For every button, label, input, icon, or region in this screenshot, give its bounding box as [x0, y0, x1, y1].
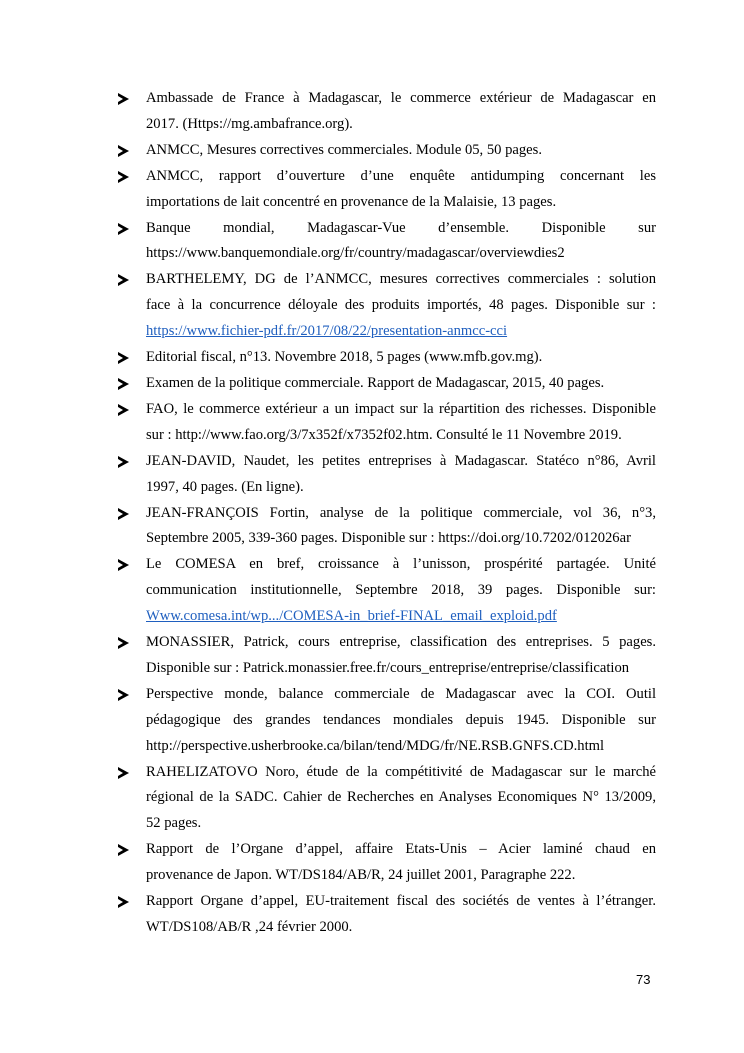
reference-item: [118, 397, 656, 449]
reference-line: importations de lait concentré en provenance de la Malaisie, 13 pages.: [146, 193, 557, 210]
arrow-bullet-icon: [118, 223, 129, 235]
reference-line: http://perspective.usherbrooke.ca/bilan/tend/MDG/fr/NE.RSB.GNFS.CD.html: [146, 737, 605, 754]
reference-item: [118, 682, 656, 760]
reference-line: RAHELIZATOVO Noro, étude de la compétitivité de Madagascar sur le marché: [146, 763, 656, 780]
page-number: 73: [636, 972, 651, 987]
arrow-bullet-icon: [118, 689, 129, 701]
reference-line: provenance de Japon. WT/DS184/AB/R, 24 juillet 2001, Paragraphe 222.: [146, 867, 576, 884]
reference-line: régional de la SADC. Cahier de Recherches en Analyses Economiques N° 13/2009,: [146, 789, 656, 806]
reference-line: Examen de la politique commerciale. Rapport de Madagascar, 2015, 40 pages.: [146, 374, 605, 391]
reference-item: [118, 760, 656, 838]
reference-item: [118, 138, 656, 164]
arrow-bullet-icon: [118, 456, 129, 468]
reference-item: [118, 837, 656, 889]
arrow-bullet-icon: [118, 508, 129, 520]
reference-line: WT/DS108/AB/R ,24 février 2000.: [146, 919, 353, 935]
reference-item: [118, 889, 656, 941]
reference-line: Perspective monde, balance commerciale de Madagascar avec la COI. Outil: [146, 685, 656, 702]
reference-item: [118, 267, 656, 345]
reference-line: JEAN-FRANÇOIS Fortin, analyse de la politique commerciale, vol 36, n°3,: [146, 504, 656, 521]
arrow-bullet-icon: [118, 767, 129, 779]
reference-item: [118, 371, 656, 397]
arrow-bullet-icon: [118, 352, 129, 364]
reference-item: [118, 552, 656, 630]
arrow-bullet-icon: [118, 93, 129, 105]
reference-line: https://www.banquemondiale.org/fr/country/madagascar/overviewdies2: [146, 245, 565, 262]
reference-line: MONASSIER, Patrick, cours entreprise, classification des entreprises. 5 pages.: [146, 634, 656, 651]
reference-line: Rapport de l’Organe d’appel, affaire Etats-Unis – Acier laminé chaud en: [146, 841, 656, 858]
reference-line: ANMCC, rapport d’ouverture d’une enquête antidumping concernant les: [146, 167, 656, 184]
reference-link[interactable]: https://www.fichier-pdf.fr/2017/08/22/presentation-anmcc-cci: [146, 323, 508, 340]
reference-line: pédagogique des grandes tendances mondiales depuis 1945. Disponible sur: [146, 711, 656, 728]
arrow-bullet-icon: [118, 145, 129, 157]
reference-line: ANMCC, Mesures correctives commerciales. Module 05, 50 pages.: [146, 141, 542, 158]
reference-line: BARTHELEMY, DG de l’ANMCC, mesures correctives commerciales : solution: [146, 271, 656, 288]
reference-item: [118, 164, 656, 216]
arrow-bullet-icon: [118, 559, 129, 571]
reference-line: communication institutionnelle, Septembre 2018, 39 pages. Disponible sur:: [146, 582, 656, 599]
arrow-bullet-icon: [118, 378, 129, 390]
reference-item: [118, 86, 656, 138]
arrow-bullet-icon: [118, 274, 129, 286]
arrow-bullet-icon: [118, 844, 129, 856]
reference-item: [118, 449, 656, 501]
reference-link[interactable]: Www.comesa.int/wp.../COMESA-in_brief-FINAL_email_exploid.pdf: [146, 608, 557, 625]
reference-line: Rapport Organe d’appel, EU-traitement fiscal des sociétés de ventes à l’étranger.: [146, 893, 656, 910]
reference-line: face à la concurrence déloyale des produits importés, 48 pages. Disponible sur :: [146, 297, 656, 314]
reference-line: Banque mondial, Madagascar-Vue d’ensemble. Disponible sur: [146, 219, 656, 236]
reference-line: sur : http://www.fao.org/3/7x352f/x7352f02.htm. Consulté le 11 Novembre 2019.: [146, 426, 622, 443]
reference-line: Le COMESA en bref, croissance à l’unisson, prospérité partagée. Unité: [146, 556, 656, 573]
reference-line: Ambassade de France à Madagascar, le commerce extérieur de Madagascar en: [146, 90, 656, 106]
reference-line: Septembre 2005, 339-360 pages. Disponible sur : https://doi.org/10.7202/012026ar: [146, 530, 631, 547]
arrow-bullet-icon: [118, 404, 129, 416]
reference-item: [118, 345, 656, 371]
reference-item: [118, 216, 656, 268]
reference-line: Editorial fiscal, n°13. Novembre 2018, 5 pages (www.mfb.gov.mg).: [146, 349, 543, 366]
reference-line: FAO, le commerce extérieur a un impact sur la répartition des richesses. Disponible: [146, 400, 656, 417]
reference-item: [118, 630, 656, 682]
reference-list: [118, 86, 656, 941]
reference-line: 2017. (Https://mg.ambafrance.org).: [146, 115, 353, 132]
reference-item: [118, 501, 656, 553]
reference-line: JEAN-DAVID, Naudet, les petites entreprises à Madagascar. Statéco n°86, Avril: [146, 452, 656, 469]
arrow-bullet-icon: [118, 637, 129, 649]
reference-line: Disponible sur : Patrick.monassier.free.fr/cours_entreprise/entreprise/classification: [146, 659, 630, 676]
arrow-bullet-icon: [118, 896, 129, 908]
arrow-bullet-icon: [118, 171, 129, 183]
reference-line: 52 pages.: [146, 815, 202, 832]
reference-line: 1997, 40 pages. (En ligne).: [146, 478, 304, 495]
